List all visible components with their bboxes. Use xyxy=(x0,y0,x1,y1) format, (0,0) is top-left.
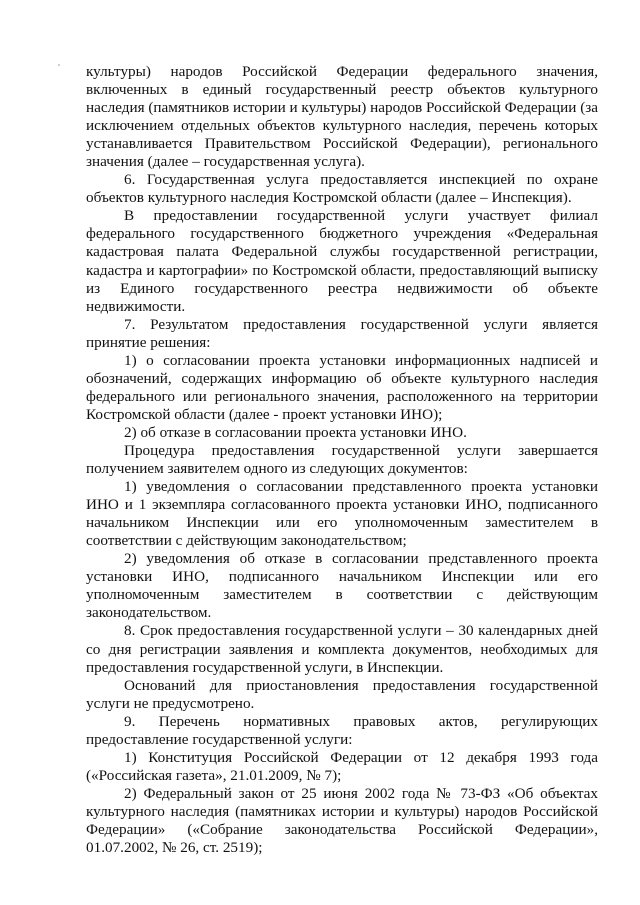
scan-speck xyxy=(58,64,60,66)
paragraph-act-1: 1) Конституция Российской Федерации от 12 декабря 1993 года («Российская газета», 21.01.2009, № 7); xyxy=(86,748,598,784)
paragraph-item-6: 6. Государственная услуга предоставляется инспекцией по охране объектов культурного наследия Костромской области (далее – Инспекция). xyxy=(86,171,598,207)
paragraph-no-suspension: Оснований для приостановления предоставления государственной услуги не предусмотрено. xyxy=(86,676,598,712)
paragraph-participation: В предоставлении государственной услуги участвует филиал федерального государственного бюджетного учреждения «Федеральная кадастровая палата Федеральной службы государственной регистрации, кадастра и картографии» по Костромской области, предоставляющий выписку из Единого государственного реестра недвижимости об объекте недвижимости. xyxy=(86,207,598,315)
paragraph-item-9: 9. Перечень нормативных правовых актов, регулирующих предоставление государственной услуги: xyxy=(86,712,598,748)
paragraph-item-8: 8. Срок предоставления государственной услуги – 30 календарных дней со дня регистрации заявления и комплекта документов, необходимых для предоставления государственной услуги, в Инспекции. xyxy=(86,622,598,676)
paragraph-document-2: 2) уведомления об отказе в согласовании представленного проекта установки ИНО, подписанного начальником Инспекции или его уполномоченным заместителем в соответствии с действующим законодательством. xyxy=(86,550,598,622)
paragraph-continuation: культуры) народов Российской Федерации федерального значения, включенных в единый государственный реестр объектов культурного наследия (памятников истории и культуры) народов Российской Федерации (за исключением отдельных объектов культурного наследия, перечень которых устанавливается Правительством Российской Федерации), регионального значения (далее – государственная услуга). xyxy=(86,63,598,171)
paragraph-item-7: 7. Результатом предоставления государственной услуги является принятие решения: xyxy=(86,315,598,351)
document-body xyxy=(86,63,598,857)
paragraph-decision-1: 1) о согласовании проекта установки информационных надписей и обозначений, содержащих информацию об объекте культурного наследия федерального или регионального значения, расположенного на территории Костромской области (далее - проект установки ИНО); xyxy=(86,351,598,423)
paragraph-decision-2: 2) об отказе в согласовании проекта установки ИНО. xyxy=(124,423,467,441)
paragraph-document-1: 1) уведомления о согласовании представленного проекта установки ИНО и 1 экземпляра согласованного проекта установки ИНО, подписанного начальником Инспекции или его уполномоченным заместителем в соответствии с действующим законодательством; xyxy=(86,478,598,550)
paragraph-act-2: 2) Федеральный закон от 25 июня 2002 года № 73-ФЗ «Об объектах культурного наследия (памятниках истории и культуры) народов Российской Федерации» («Собрание законодательства Российской Федерации», 01.07.2002, № 26, ст. 2519); xyxy=(86,784,598,857)
paragraph-procedure: Процедура предоставления государственной услуги завершается получением заявителем одного из следующих документов: xyxy=(86,441,598,478)
